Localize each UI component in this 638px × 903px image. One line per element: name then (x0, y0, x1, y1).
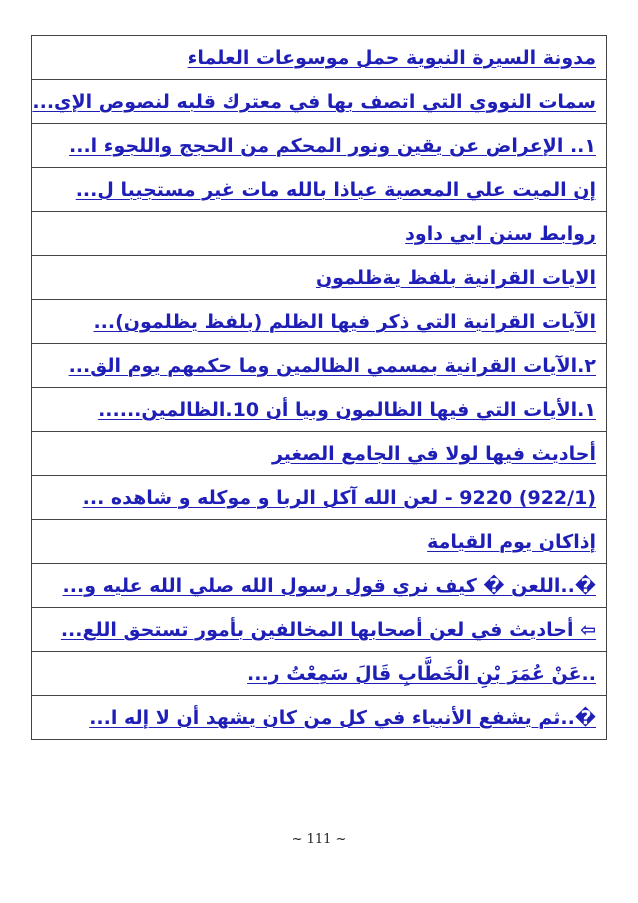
toc-link[interactable]: روابط سنن ابي داود (405, 222, 596, 245)
table-cell (32, 36, 607, 80)
table-cell (32, 432, 607, 476)
toc-link[interactable]: ⇦ أحاديث في لعن أصحابها المخالفين بأمور تستحق اللع... (60, 618, 596, 641)
toc-link[interactable]: الآيات القرانية التي ذكر فيها الظلم (بلفظ يظلمون)... (93, 310, 596, 333)
table-cell (32, 168, 607, 212)
table-cell (32, 520, 607, 564)
toc-link[interactable]: الايات القرانية بلفظ يةظلمون (315, 266, 596, 289)
table-row (32, 520, 607, 564)
table-cell (32, 212, 607, 256)
table-cell (32, 696, 607, 740)
table-row (32, 652, 607, 696)
toc-table (31, 35, 607, 740)
table-row (32, 168, 607, 212)
table-cell (32, 256, 607, 300)
toc-link[interactable]: ..عَنْ عُمَرَ بْنِ الْخَطَّابِ قَالَ سَمِعْتُ ر... (247, 662, 596, 685)
table-cell (32, 388, 607, 432)
table-row (32, 256, 607, 300)
table-cell (32, 300, 607, 344)
toc-body (32, 36, 607, 740)
toc-link[interactable]: ١.. الإعراض عن يقين ونور المحكم من الحجج واللجوء ا... (69, 134, 596, 157)
table-row (32, 388, 607, 432)
table-row (32, 476, 607, 520)
table-row (32, 344, 607, 388)
toc-link[interactable]: ١.الأيات التي فيها الظالمون وبيا أن 10.الظالمين...... (98, 398, 596, 421)
table-row (32, 432, 607, 476)
toc-link[interactable]: سمات النووي التي اتصف بها في معترك قلبه لنصوص الإي... (32, 90, 596, 113)
toc-link[interactable]: مدونة السيرة النبوية حمل موسوعات العلماء (187, 46, 596, 69)
table-cell (32, 80, 607, 124)
page-number: ~ 111 ~ (291, 832, 347, 847)
table-cell (32, 476, 607, 520)
table-row (32, 564, 607, 608)
toc-link[interactable]: �..ثم يشفع الأنبياء في كل من كان يشهد أن لا إله ا... (89, 706, 596, 729)
toc-link[interactable]: �..اللعن � كيف نري قول رسول الله صلي الله عليه و... (62, 574, 596, 597)
table-cell (32, 652, 607, 696)
toc-link[interactable]: (922/1) 9220 - لعن الله آكل الربا و موكله و شاهده ... (82, 486, 596, 509)
toc-link[interactable]: إذاكان يوم القيامة (427, 530, 596, 553)
table-cell (32, 608, 607, 652)
table-row (32, 300, 607, 344)
table-cell (32, 124, 607, 168)
table-row (32, 36, 607, 80)
table-row (32, 608, 607, 652)
toc-link[interactable]: ٢.الآيات القرانية بمسمي الظالمين وما حكمهم يوم الق... (68, 354, 596, 377)
table-cell (32, 344, 607, 388)
toc-link[interactable]: إن الميت علي المعصية عياذا بالله مات غير مستجيبا ل... (75, 178, 596, 201)
table-row (32, 124, 607, 168)
table-row (32, 80, 607, 124)
table-row (32, 696, 607, 740)
toc-link[interactable]: أحاديث فيها لولا في الجامع الصغير (271, 442, 596, 465)
table-row (32, 212, 607, 256)
table-cell (32, 564, 607, 608)
